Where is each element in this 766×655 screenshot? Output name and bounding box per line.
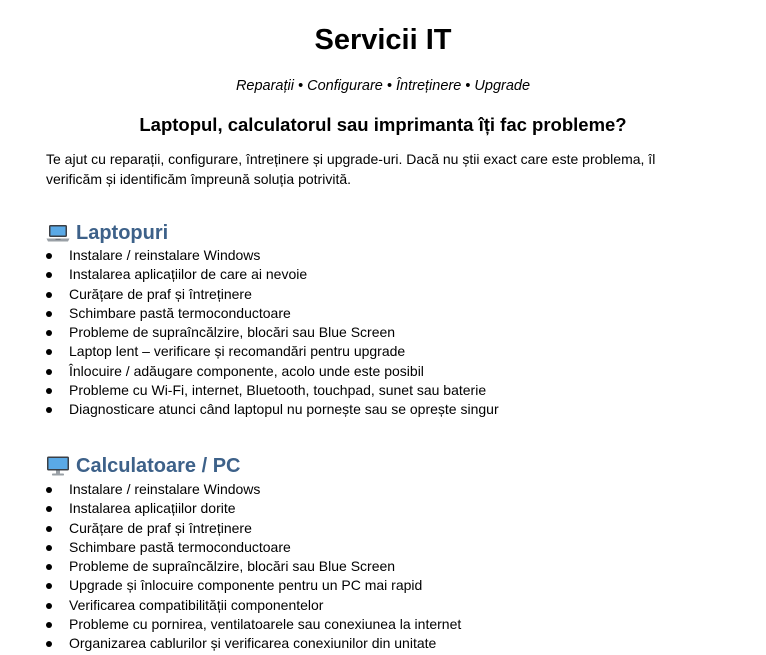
list-item-text: Organizarea cablurilor și verificarea conexiunilor din unitate: [69, 635, 437, 652]
bullet: [46, 545, 52, 551]
bullet: [46, 349, 52, 355]
intro-paragraph: Te ajut cu reparații, configurare, întreținere și upgrade-uri. Dacă nu știi exact care este problema, îl verificăm și identificăm împreună soluția potrivită.: [46, 151, 656, 187]
list-item-text: Schimbare pastă termoconductoare: [69, 538, 291, 555]
laptop-icon: [46, 222, 70, 244]
section-heading-laptops: [46, 221, 168, 245]
bullet: [46, 603, 52, 609]
list-item-text: Înlocuire / adăugare componente, acolo unde este posibil: [69, 362, 424, 379]
list-item-text: Instalare / reinstalare Windows: [69, 247, 261, 263]
list-item-text: Probleme cu Wi-Fi, internet, Bluetooth, touchpad, sunet sau baterie: [69, 382, 487, 399]
bullet: [46, 388, 52, 394]
bullet: [46, 272, 52, 278]
list-item: [46, 304, 726, 323]
list-item-text: Instalare / reinstalare Windows: [69, 481, 261, 497]
bullet: [46, 622, 52, 628]
desktop-computer-icon: [46, 455, 70, 477]
list-item: [46, 323, 726, 342]
page-title: Servicii IT: [314, 24, 452, 56]
list-item: [46, 400, 726, 419]
list-item: [46, 362, 726, 381]
bullet: [46, 506, 52, 512]
bullet: [46, 564, 52, 570]
list-item-text: Upgrade și înlocuire componente pentru un PC mai rapid: [69, 577, 423, 594]
list-item: [46, 519, 726, 538]
list-item-text: Laptop lent – verificare și recomandări pentru upgrade: [69, 343, 406, 360]
list-item: [46, 265, 726, 284]
laptop-services-list: [46, 246, 726, 420]
list-item-text: Verificarea compatibilității componentelor: [69, 596, 324, 613]
list-item-text: Probleme de supraîncălzire, blocări sau Blue Screen: [69, 324, 396, 341]
list-item-text: Curățare de praf și întreținere: [69, 285, 252, 302]
list-item: [46, 381, 726, 400]
list-item-text: Schimbare pastă termoconductoare: [69, 304, 291, 321]
pc-services-list: [46, 480, 726, 654]
list-item: [46, 246, 726, 265]
list-item-text: Diagnosticare atunci când laptopul nu pornește sau se oprește singur: [69, 401, 499, 418]
page-headline: Laptopul, calculatorul sau imprimanta îți fac probleme?: [139, 114, 627, 135]
bullet: [46, 641, 52, 647]
bullet: [46, 583, 52, 589]
list-item-text: Instalarea aplicațiilor de care ai nevoie: [69, 266, 308, 283]
list-item: [46, 615, 726, 634]
list-item-text: Probleme de supraîncălzire, blocări sau Blue Screen: [69, 558, 396, 575]
section-heading-label: Calculatoare / PC: [76, 455, 241, 477]
bullet: [46, 311, 52, 317]
page-subtitle: Reparații • Configurare • Întreținere • Upgrade: [235, 78, 531, 94]
bullet: [46, 253, 52, 259]
bullet: [46, 292, 52, 298]
list-item-text: Probleme cu pornirea, ventilatoarele sau conexiunea la internet: [69, 616, 462, 633]
bullet: [46, 330, 52, 336]
section-heading-label: Laptopuri: [76, 222, 169, 244]
list-item: [46, 480, 726, 499]
bullet: [46, 369, 52, 375]
list-item: [46, 285, 726, 304]
bullet: [46, 526, 52, 532]
bullet: [46, 487, 52, 493]
list-item: [46, 342, 726, 361]
list-item: [46, 634, 726, 653]
bullet: [46, 407, 52, 413]
list-item: [46, 596, 726, 615]
section-heading-pcs: [46, 454, 241, 478]
list-item: [46, 557, 726, 576]
list-item-text: Instalarea aplicațiilor dorite: [69, 500, 236, 517]
list-item: [46, 499, 726, 518]
list-item: [46, 576, 726, 595]
list-item: [46, 538, 726, 557]
list-item-text: Curățare de praf și întreținere: [69, 519, 252, 536]
